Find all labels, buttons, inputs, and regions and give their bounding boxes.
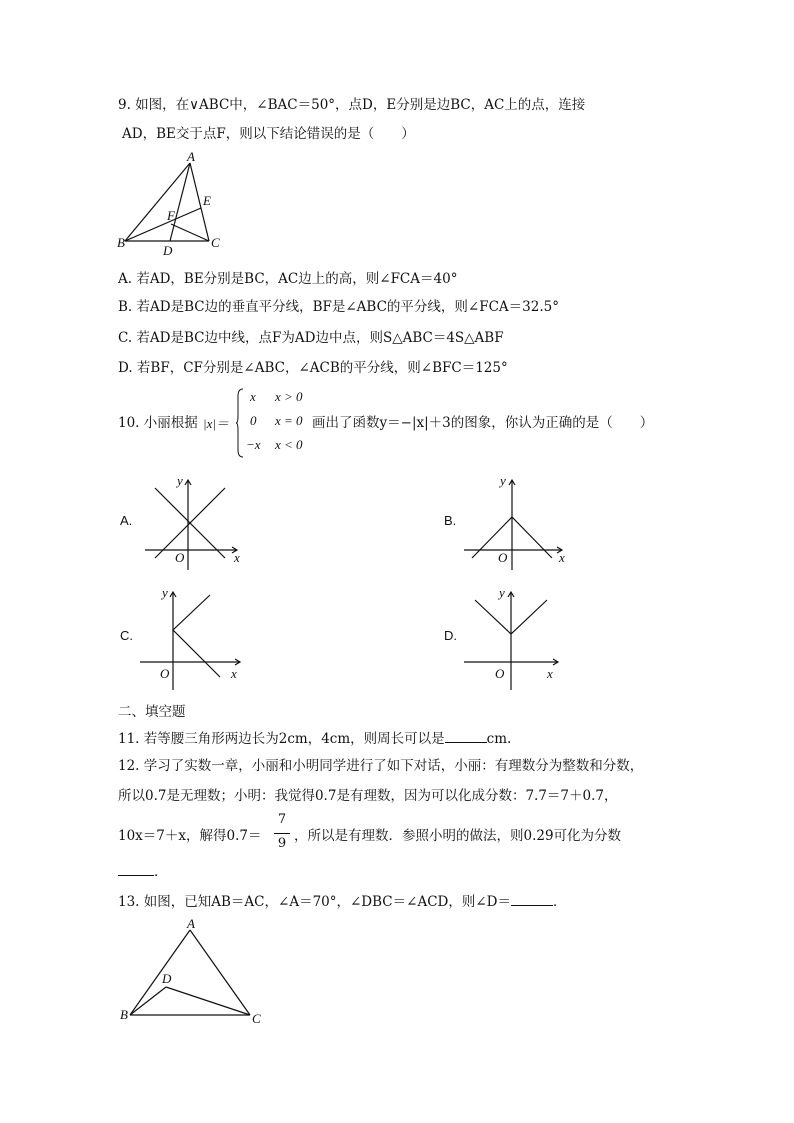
q10-graph-c-x: x	[231, 666, 237, 681]
q10-piece3-expr: −x	[246, 437, 261, 452]
q9-label-a: A	[187, 149, 195, 164]
q10-graph-d-y: y	[499, 585, 505, 600]
q10-graph-b-y: y	[500, 473, 506, 488]
q12-frac-bar	[274, 833, 290, 834]
q11-text: 11. 若等腰三角形两边长为2cm，4cm，则周长可以是	[118, 731, 445, 747]
q13-label-b: B	[120, 1007, 128, 1022]
q10-graph-d-x: x	[547, 666, 553, 681]
q13-period: ．	[552, 894, 567, 910]
q11-line	[118, 729, 511, 749]
q9-option-d: D. 若BF，CF分别是∠ABC，∠ACB的平分线，则∠BFC＝125°	[118, 360, 508, 376]
q12-answer-blank[interactable]	[118, 875, 154, 876]
q12-line2: 所以0.7̇是无理数；小明：我觉得0.7̇是有理数，因为可以化成分数：7.7̇＝7＋0.7̇，	[118, 788, 618, 804]
q9-line1: 9. 如图，在∨ABC中，∠BAC＝50°，点D，E分别是边BC，AC上的点，连接	[118, 97, 586, 113]
q13-answer-blank[interactable]	[511, 905, 553, 906]
q10-graph-d	[462, 582, 572, 692]
q10-graph-b	[462, 470, 572, 570]
q12-line3b: ，所以是有理数．参照小明的做法，则0.2̇9̇可化为分数	[294, 828, 622, 844]
section-fill-in-heading: 二、填空题	[118, 704, 186, 720]
q13-line	[118, 892, 566, 912]
q10-option-a-letter: A.	[120, 513, 133, 528]
q13-label-a: A	[187, 916, 195, 931]
q12-line3a: 10x＝7＋x，解得0.7̇＝	[118, 828, 262, 844]
q9-label-f: F	[167, 208, 175, 223]
q11-unit: cm.	[486, 731, 512, 747]
q12-frac-den: 9	[277, 836, 287, 851]
q10-graph-a-x: x	[234, 550, 240, 565]
q9-label-b: B	[117, 235, 125, 250]
q10-prefix: 10. 小丽根据	[118, 415, 198, 431]
q10-graph-a	[140, 470, 250, 570]
q9-triangle-figure	[115, 150, 230, 260]
q12-line4	[118, 862, 168, 882]
q9-label-d: D	[163, 243, 173, 258]
q10-option-d-letter: D.	[444, 628, 457, 643]
q10-abs-x: |x|＝	[203, 416, 229, 431]
q13-triangle-figure	[118, 915, 268, 1030]
q10-brace	[236, 388, 244, 458]
q12-frac-num: 7	[277, 812, 287, 827]
q13-label-c: C	[252, 1011, 261, 1026]
q10-graph-c-o: O	[160, 666, 170, 681]
q10-graph-c	[138, 582, 248, 692]
q13-label-d: D	[162, 971, 172, 986]
q10-piece1-cond: x > 0	[275, 389, 303, 404]
q11-answer-blank[interactable]	[445, 742, 487, 743]
q9-option-b: B. 若AD是BC边的垂直平分线，BF是∠ABC的平分线，则∠FCA＝32.5°	[118, 299, 559, 315]
q9-label-e: E	[203, 193, 211, 208]
q12-line1: 12. 学习了实数一章，小丽和小明同学进行了如下对话，小丽：有理数分为整数和分数，	[118, 758, 644, 774]
q9-label-c: C	[211, 235, 220, 250]
q10-piece2-expr: 0	[250, 413, 257, 428]
q10-piece2-cond: x = 0	[275, 413, 303, 428]
q9-option-a: A. 若AD，BE分别是BC，AC边上的高，则∠FCA＝40°	[118, 271, 458, 287]
q9-line2: AD，BE交于点F，则以下结论错误的是（ ）	[122, 126, 415, 142]
q10-suffix: 画出了函数y＝−|x|＋3的图象，你认为正确的是（ ）	[312, 415, 654, 431]
q10-piece3-cond: x < 0	[275, 437, 303, 452]
q10-option-b-letter: B.	[444, 513, 457, 528]
q10-graph-a-o: O	[175, 550, 185, 565]
q10-graph-b-o: O	[498, 550, 508, 565]
q10-graph-b-x: x	[559, 550, 565, 565]
q10-piece1-expr: x	[250, 389, 256, 404]
q12-period: ．	[154, 864, 168, 880]
q10-graph-c-y: y	[162, 585, 168, 600]
q10-graph-a-y: y	[177, 473, 183, 488]
q9-option-c: C. 若AD是BC边中线，点F为AD边中点，则S△ABC＝4S△ABF	[118, 330, 504, 346]
q10-option-c-letter: C.	[120, 628, 133, 643]
q13-text: 13. 如图，已知AB＝AC，∠A＝70°，∠DBC＝∠ACD，则∠D＝	[118, 894, 511, 910]
q10-graph-d-o: O	[495, 666, 505, 681]
